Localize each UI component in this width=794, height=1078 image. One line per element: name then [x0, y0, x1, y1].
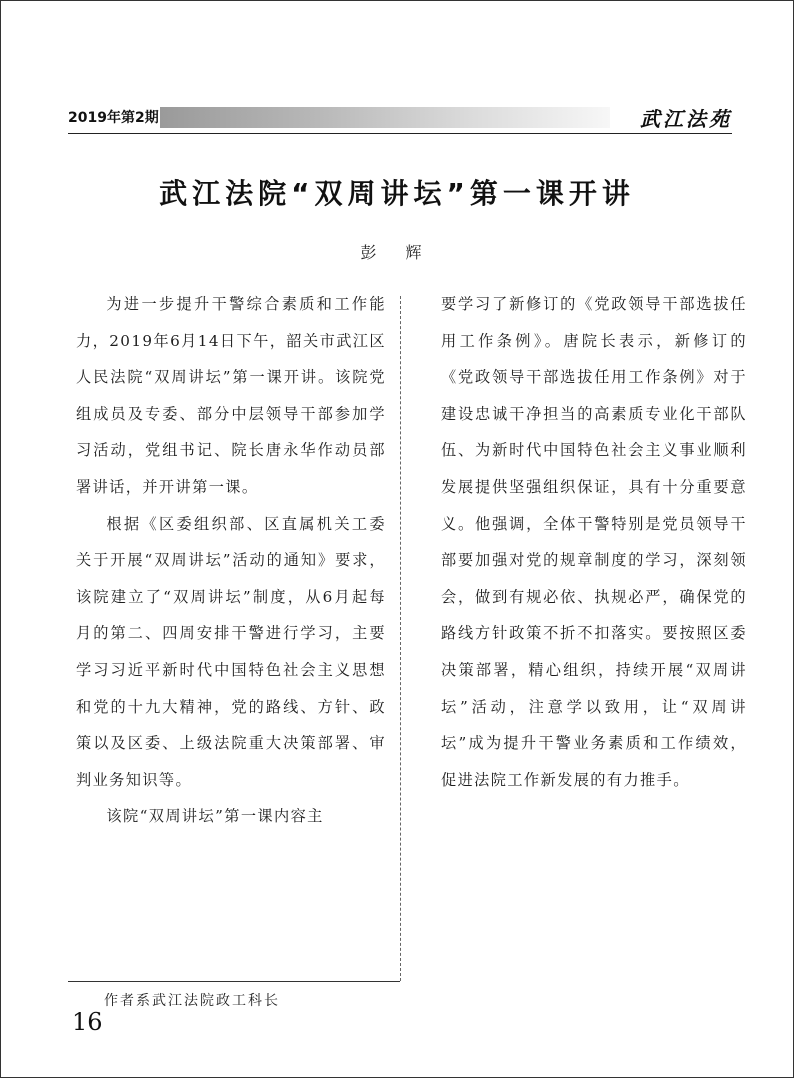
issue-label: 2019年第2期 [68, 110, 159, 126]
article-title: 武江法院“双周讲坛”第一课开讲 [159, 177, 635, 210]
left-column [76, 286, 386, 835]
column-divider [400, 296, 401, 981]
header-rule [68, 133, 732, 134]
header-gradient-bar [160, 107, 610, 128]
paragraph: 为进一步提升干警综合素质和工作能力，2019年6月14日下午，韶关市武江区人民法院“双周讲坛”第一课开讲。该院党组成员及专委、部分中层领导干部参加学习活动，党组书记、院长唐永华作动员部署讲话，并开讲第一课。 [76, 295, 386, 496]
footnote-rule [68, 981, 400, 982]
paragraph: 要学习了新修订的《党政领导干部选拔任用工作条例》。唐院长表示，新修订的《党政领导干部选拔任用工作条例》对于建设忠诚干净担当的高素质专业化干部队伍、为新时代中国特色社会主义事业顺利发展提供坚强组织保证，具有十分重要意义。他强调，全体干警特别是党员领导干部要加强对党的规章制度的学习，深刻领会，做到有规必依、执规必严，确保党的路线方针政策不折不扣落实。要按照区委决策部署，精心组织，持续开展“双周讲坛”活动，注意学以致用，让“双周讲坛”成为提升干警业务素质和工作绩效，促进法院工作新发展的有力推手。 [441, 295, 747, 789]
paragraph: 根据《区委组织部、区直属机关工委关于开展“双周讲坛”活动的通知》要求，该院建立了“双周讲坛”制度，从6月起每月的第二、四周安排干警进行学习，主要学习习近平新时代中国特色社会主义思想和党的十九大精神，党的路线、方针、政策以及区委、上级法院重大决策部署、审判业务知识等。 [76, 514, 386, 789]
author-footnote: 作者系武江法院政工科长 [104, 993, 280, 1009]
page-number: 16 [72, 1008, 103, 1036]
article-author: 彭 辉 [360, 243, 434, 262]
journal-name: 武江法苑 [640, 107, 732, 131]
paragraph: 该院“双周讲坛”第一课内容主 [106, 807, 324, 826]
page-header [68, 103, 732, 133]
right-column [441, 286, 747, 798]
